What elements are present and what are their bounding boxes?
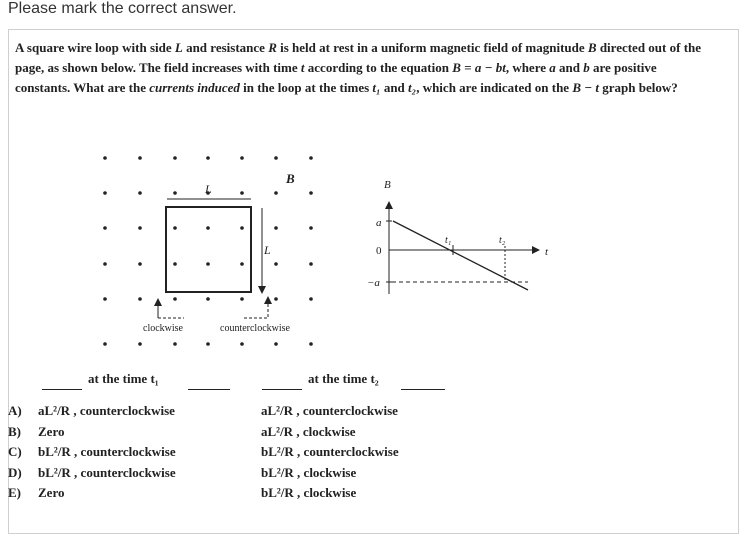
field-dot xyxy=(103,342,107,346)
field-dot xyxy=(138,226,142,230)
question-text: A square wire loop with side L and resistance R is held at rest in a uniform magnetic field of magnitude B directed out of the page, as shown below. The field increases with time t according to the equation B = a − bt, where a and b are positive constants. What are the currents induced in the loop at the times t₁ and t₂, which are indicated on the B − t graph below? xyxy=(15,40,702,95)
graph-b-line xyxy=(393,221,528,290)
field-dot xyxy=(103,297,107,301)
field-dot xyxy=(240,226,244,230)
instruction-text: Please mark the correct answer. xyxy=(8,0,237,17)
field-dot xyxy=(206,297,210,301)
choice-t1: Zero xyxy=(38,423,65,439)
field-dot xyxy=(173,342,177,346)
choice-t2: bL²/R , clockwise xyxy=(261,464,357,480)
graph-t1-label: t₁ xyxy=(445,235,452,246)
graph-tick-zero: 0 xyxy=(376,245,382,257)
field-dot xyxy=(274,191,278,195)
blank-rule-1a xyxy=(42,389,82,390)
field-dot xyxy=(309,191,313,195)
header-t2: at the time t₂ xyxy=(308,371,379,386)
blank-rule-2b xyxy=(401,389,445,390)
graph-y-label: B xyxy=(384,179,391,191)
field-dot xyxy=(274,262,278,266)
choice-t1: bL²/R , counterclockwise xyxy=(38,464,176,480)
choice-t2: aL²/R , counterclockwise xyxy=(261,403,398,418)
field-dot xyxy=(173,297,177,301)
choice-label: C) xyxy=(8,444,22,459)
field-dot xyxy=(173,156,177,160)
field-dot xyxy=(274,156,278,160)
counterclockwise-label: counterclockwise xyxy=(220,323,290,334)
blank-rule-1b xyxy=(188,389,230,390)
field-dot xyxy=(138,191,142,195)
field-label: B xyxy=(286,171,295,186)
field-dot xyxy=(240,297,244,301)
graph-tick-neg-a: −a xyxy=(367,277,380,289)
field-dot xyxy=(173,226,177,230)
field-dot xyxy=(309,262,313,266)
header-t1: at the time t₁ xyxy=(88,371,159,386)
choice-t1: Zero xyxy=(38,485,65,500)
field-dot xyxy=(240,191,244,195)
field-dot xyxy=(103,156,107,160)
field-dot xyxy=(240,156,244,160)
field-dot xyxy=(173,262,177,266)
choice-t1: bL²/R , counterclockwise xyxy=(38,444,176,459)
field-dot xyxy=(138,262,142,266)
side-label-top: L xyxy=(205,182,212,196)
field-dot xyxy=(309,156,313,160)
choice-label: A) xyxy=(8,403,22,418)
choice-t2: bL²/R , counterclockwise xyxy=(261,444,399,459)
choice-label: B) xyxy=(8,423,21,439)
choice-t2: bL²/R , clockwise xyxy=(261,485,357,500)
choice-t2: aL²/R , clockwise xyxy=(261,423,356,439)
graph-t2-label: t₂ xyxy=(499,235,506,246)
field-dot xyxy=(274,342,278,346)
blank-rule-2a xyxy=(262,389,302,390)
wire-loop xyxy=(166,207,251,292)
field-dot xyxy=(309,342,313,346)
field-dot xyxy=(274,226,278,230)
field-dot xyxy=(103,262,107,266)
field-dot xyxy=(309,226,313,230)
field-dot xyxy=(138,342,142,346)
counterclockwise-arrow xyxy=(244,298,268,318)
field-dot xyxy=(173,191,177,195)
choice-label: E) xyxy=(8,485,21,500)
field-dot xyxy=(138,156,142,160)
field-dot xyxy=(240,262,244,266)
field-dot xyxy=(240,342,244,346)
field-dot xyxy=(206,156,210,160)
field-dot xyxy=(274,297,278,301)
field-dot xyxy=(309,297,313,301)
field-dot xyxy=(206,226,210,230)
field-dot xyxy=(138,297,142,301)
side-label-right: L xyxy=(264,243,271,257)
field-dot xyxy=(206,342,210,346)
field-dot xyxy=(103,226,107,230)
graph-x-label: t xyxy=(545,246,549,258)
graph-tick-a: a xyxy=(376,217,382,229)
clockwise-label: clockwise xyxy=(143,323,183,334)
choice-t1: aL²/R , counterclockwise xyxy=(38,403,175,418)
choice-label: D) xyxy=(8,464,22,480)
field-dot xyxy=(103,191,107,195)
field-dot xyxy=(206,262,210,266)
